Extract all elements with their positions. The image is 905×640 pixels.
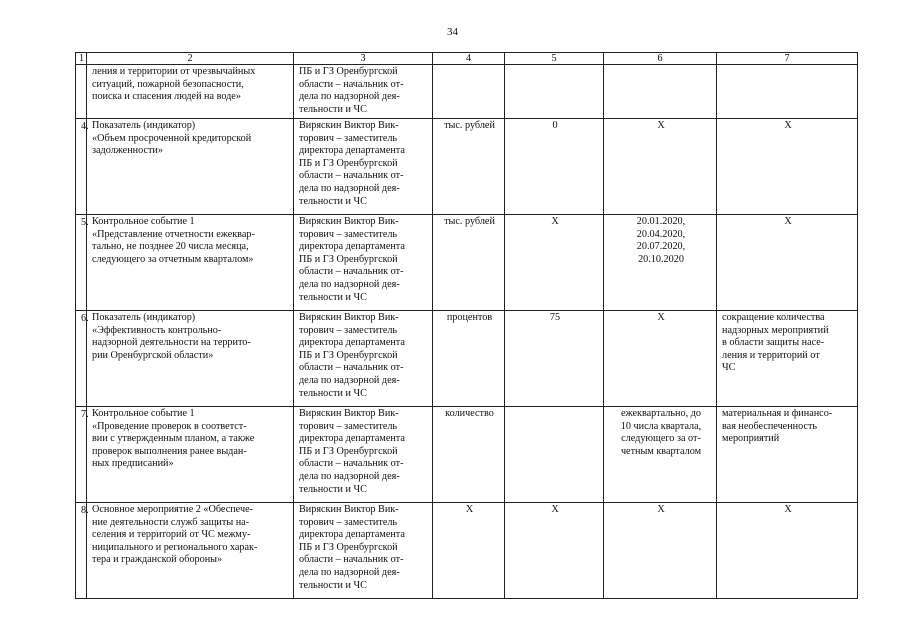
activity-name: Контрольное событие 1 «Проведение проверок в соответст- вии с утвержденным планом, а также проверок выполнения ранее выдан- ных предписаний» xyxy=(87,407,294,503)
unit-of-measure: количество xyxy=(433,407,505,503)
unit-of-measure: процентов xyxy=(433,311,505,407)
target-value: Х xyxy=(505,215,604,311)
note: материальная и финансо- вая необеспеченность мероприятий xyxy=(717,407,858,503)
target-value xyxy=(505,65,604,119)
responsible-person: Виряскин Виктор Вик- торович – заместитель директора департамента ПБ и ГЗ Оренбургской области – начальник от- дела по надзорной дея- тельности и ЧС xyxy=(294,119,433,215)
activity-name: Основное мероприятие 2 «Обеспече- ние деятельности служб защиты на- селения и территорий от ЧС межму- ниципального и регионального харак- тера и гражданской обороны» xyxy=(87,503,294,599)
target-value: 75 xyxy=(505,311,604,407)
row-number xyxy=(76,65,87,119)
deadline: 20.01.2020, 20.04.2020, 20.07.2020, 20.10.2020 xyxy=(604,215,717,311)
column-header: 4 xyxy=(433,53,505,65)
table-row xyxy=(76,311,858,407)
target-value: 0 xyxy=(505,119,604,215)
responsible-person: Виряскин Виктор Вик- торович – заместитель директора департамента ПБ и ГЗ Оренбургской области – начальник от- дела по надзорной дея- тельности и ЧС xyxy=(294,407,433,503)
target-value: Х xyxy=(505,503,604,599)
deadline xyxy=(604,65,717,119)
row-number: 8. xyxy=(76,503,87,599)
unit-of-measure: тыс. рублей xyxy=(433,119,505,215)
responsible-person: Виряскин Виктор Вик- торович – заместитель директора департамента ПБ и ГЗ Оренбургской области – начальник от- дела по надзорной дея- тельности и ЧС xyxy=(294,215,433,311)
table-row xyxy=(76,65,858,119)
deadline: Х xyxy=(604,503,717,599)
target-value xyxy=(505,407,604,503)
column-header: 6 xyxy=(604,53,717,65)
page-number: 34 xyxy=(447,26,458,38)
column-header: 7 xyxy=(717,53,858,65)
row-number: 7. xyxy=(76,407,87,503)
responsible-person: Виряскин Виктор Вик- торович – заместитель директора департамента ПБ и ГЗ Оренбургской области – начальник от- дела по надзорной дея- тельности и ЧС xyxy=(294,503,433,599)
row-number: 4. xyxy=(76,119,87,215)
table-row xyxy=(76,407,858,503)
activity-name: Показатель (индикатор) «Объем просроченной кредиторской задолженности» xyxy=(87,119,294,215)
plan-table xyxy=(75,52,858,599)
header-row xyxy=(76,53,858,65)
activity-name: Показатель (индикатор) «Эффективность контрольно- надзорной деятельности на террито- рии Оренбургской области» xyxy=(87,311,294,407)
column-header: 3 xyxy=(294,53,433,65)
activity-name: ления и территории от чрезвычайных ситуаций, пожарной безопасности, поиска и спасения людей на воде» xyxy=(87,65,294,119)
note xyxy=(717,65,858,119)
note: Х xyxy=(717,215,858,311)
note: сокращение количества надзорных мероприятий в области защиты насе- ления и территорий от ЧС xyxy=(717,311,858,407)
table-row xyxy=(76,503,858,599)
activity-name: Контрольное событие 1 «Представление отчетности ежеквар- тально, не позднее 20 числа месяца, следующего за отчетным кварталом» xyxy=(87,215,294,311)
responsible-person: Виряскин Виктор Вик- торович – заместитель директора департамента ПБ и ГЗ Оренбургской области – начальник от- дела по надзорной дея- тельности и ЧС xyxy=(294,311,433,407)
deadline: Х xyxy=(604,311,717,407)
column-header: 2 xyxy=(87,53,294,65)
table-row xyxy=(76,215,858,311)
unit-of-measure xyxy=(433,65,505,119)
note: Х xyxy=(717,119,858,215)
column-header: 5 xyxy=(505,53,604,65)
responsible-person: ПБ и ГЗ Оренбургской области – начальник от- дела по надзорной дея- тельности и ЧС xyxy=(294,65,433,119)
row-number: 5. xyxy=(76,215,87,311)
unit-of-measure: Х xyxy=(433,503,505,599)
deadline: Х xyxy=(604,119,717,215)
note: Х xyxy=(717,503,858,599)
table-row xyxy=(76,119,858,215)
deadline: ежеквартально, до 10 числа квартала, следующего за от- четным кварталом xyxy=(604,407,717,503)
unit-of-measure: тыс. рублей xyxy=(433,215,505,311)
row-number: 6. xyxy=(76,311,87,407)
column-header: 1 xyxy=(76,53,87,65)
